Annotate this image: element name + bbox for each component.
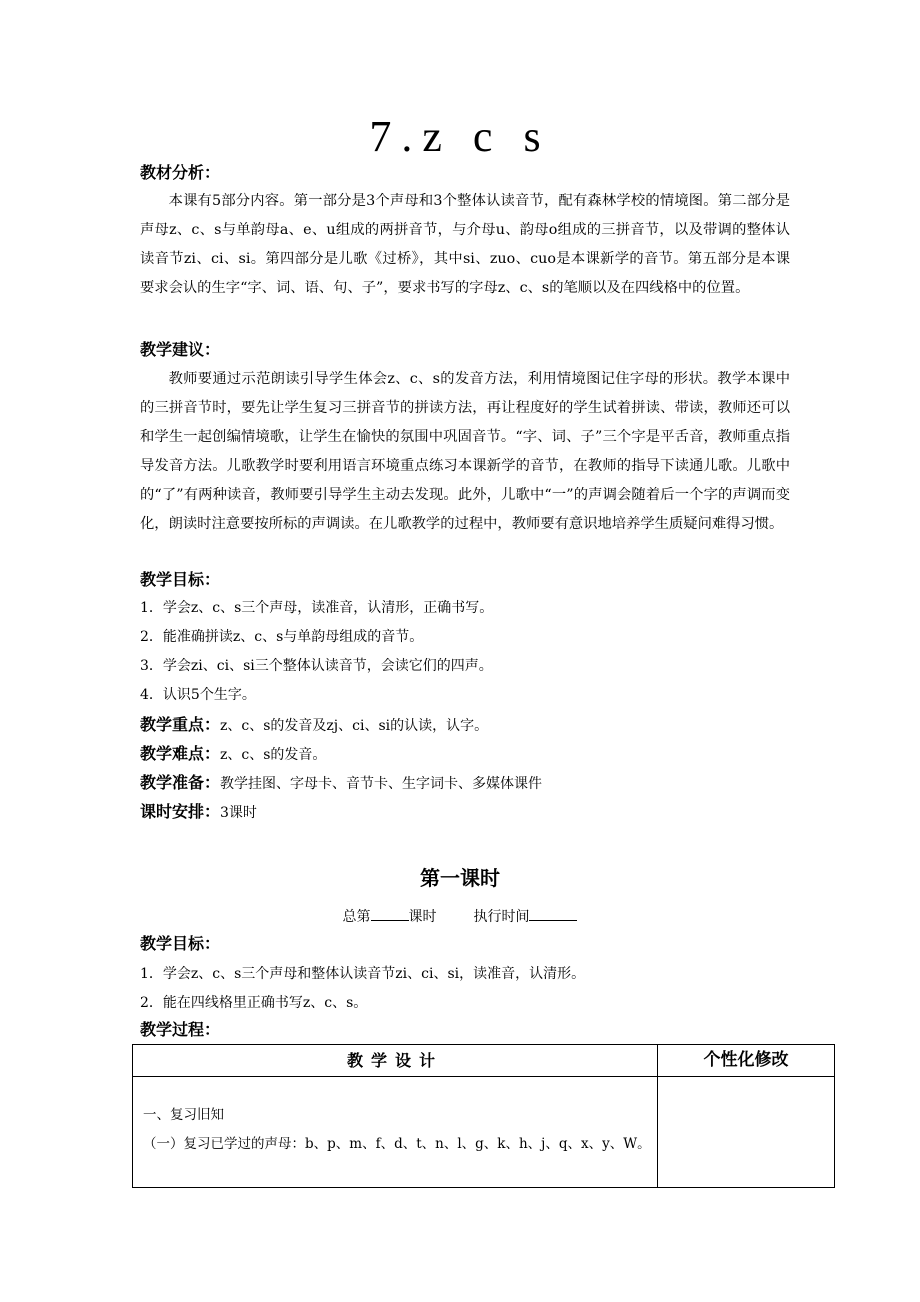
- lesson1-goal-item: 2．能在四线格里正确书写z、c、s。: [140, 995, 368, 1011]
- goal-item: 3．学会zi、ci、si三个整体认读音节，会读它们的四声。: [140, 658, 493, 674]
- total-blank: [371, 906, 409, 921]
- analysis-paragraph: 本课有5部分内容。第一部分是3个声母和3个整体认读音节，配有森林学校的情境图。第二部分是声母z、c、s与单韵母a、e、u组成的两拼音节，与介母u、韵母o组成的三拼音节，以及带调的整体认读音节zi、ci、si。第四部分是儿歌《过桥》，其中si、zuo、cuo是本课新学的音节。第五部分是本课要求会认的生字“字、词、语、句、子”，要求书写的字母z、c、s的笔顺以及在四线格中的位置。: [140, 193, 790, 296]
- preparation-value: 教学挂图、字母卡、音节卡、生字词卡、多媒体课件: [220, 776, 543, 792]
- total-label: 总第: [342, 909, 371, 925]
- goals-list: [140, 594, 800, 710]
- header-divider: [133, 1076, 834, 1077]
- key-points: [140, 714, 488, 737]
- process-heading: 教学过程：: [140, 1020, 221, 1039]
- difficulty: [140, 743, 326, 766]
- lesson-plan-table: [132, 1044, 835, 1188]
- lesson1-goals-list: [140, 960, 800, 1018]
- lesson-title: 7.z c s: [369, 112, 551, 161]
- design-cell: [143, 1101, 651, 1159]
- exec-blank: [529, 906, 577, 921]
- analysis-heading: 教材分析：: [140, 163, 221, 182]
- exec-label: 执行时间: [473, 909, 530, 925]
- table-row: （一）复习已学过的声母：b、p、m、f、d、t、n、l、g、k、h、j、q、x、y、W。: [143, 1136, 651, 1152]
- difficulty-value: z、c、s的发音。: [220, 747, 327, 763]
- goals-heading: 教学目标：: [140, 570, 221, 589]
- key-points-value: z、c、s的发音及zj、ci、si的认读，认字。: [220, 718, 489, 734]
- lesson1-title: 第一课时: [420, 866, 500, 890]
- column-divider: [657, 1045, 658, 1187]
- preparation-label: 教学准备：: [140, 773, 221, 792]
- design-column-header: 教学设计: [346, 1051, 443, 1070]
- custom-column-header: 个性化修改: [703, 1050, 789, 1070]
- advice-heading: 教学建议：: [140, 340, 221, 359]
- period-label: 课时: [408, 909, 437, 925]
- schedule-label: 课时安排：: [140, 802, 221, 821]
- lesson1-goal-item: 1．学会z、c、s三个声母和整体认读音节zi、ci、si，读准音，认清形。: [140, 966, 586, 982]
- difficulty-label: 教学难点：: [140, 744, 221, 763]
- key-points-label: 教学重点：: [140, 715, 221, 734]
- schedule: [140, 801, 257, 824]
- goal-item: 4．认识5个生字。: [140, 687, 256, 703]
- schedule-value: 3课时: [220, 805, 257, 821]
- lesson1-goals-heading: 教学目标：: [140, 934, 221, 953]
- goal-item: 1．学会z、c、s三个声母，读准音，认清形，正确书写。: [140, 600, 494, 616]
- lesson1-meta: [0, 906, 920, 928]
- advice-paragraph: 教师要通过示范朗读引导学生体会z、c、s的发音方法，利用情境图记住字母的形状。教学本课中的三拼音节时，要先让学生复习三拼音节的拼读方法，再让程度好的学生试着拼读、带读，教师还可以和学生一起创编情境歌，让学生在愉快的氛围中巩固音节。“字、词、子”三个字是平舌音，教师重点指导发音方法。儿歌教学时要利用语言环境重点练习本课新学的音节，在教师的指导下读通儿歌。儿歌中的“了”有两种读音，教师要引导学生主动去发现。此外，儿歌中“一”的声调会随着后一个字的声调而变化，朗读时注意要按所标的声调读。在儿歌教学的过程中，教师要有意识地培养学生质疑问难得习惯。: [140, 371, 790, 532]
- goal-item: 2．能准确拼读z、c、s与单韵母组成的音节。: [140, 629, 424, 645]
- preparation: [140, 772, 542, 795]
- table-row: 一、复习旧知: [143, 1107, 224, 1123]
